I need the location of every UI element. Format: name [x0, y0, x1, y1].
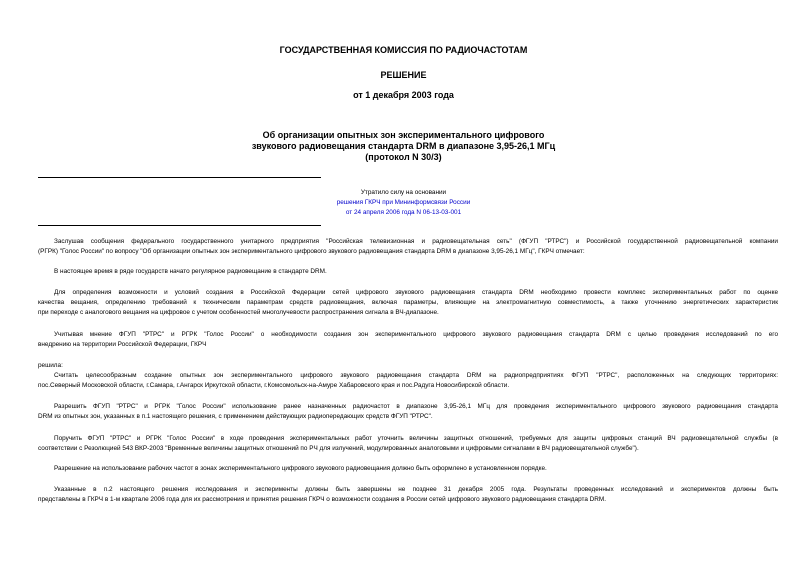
text-line: Считать целесообразным создание опытных зон экспериментального цифрового звукового радиовещания стандарта DRM на радиопредприятиях ФГУП "РТРС", расположенных на следующих территориях:	[54, 372, 778, 379]
text-line: Поручить ФГУП "РТРС" и РГРК "Голос России" в ходе проведения экспериментальных работ уточнить величины защитных отношений, требуемых для защиты цифровых станций ВЧ радиовещательной службы (в	[54, 435, 778, 442]
divider-top	[38, 177, 321, 178]
paragraph-item-3	[38, 434, 778, 454]
document-date: от 1 декабря 2003 года	[353, 90, 454, 100]
text-line: решила:	[38, 362, 63, 369]
text-line: Разрешить ФГУП "РТРС" и РГРК "Голос России" использование ранее назначенных радиочастот в диапазоне 3,95-26,1 МГц для проведения экспериментального цифрового звукового радиовещания стандарта	[54, 403, 778, 410]
paragraph-item-1	[38, 371, 778, 391]
title-line: звукового радиовещания стандарта DRM в диапазоне 3,95-26,1 МГц	[251, 141, 556, 151]
status-note	[250, 188, 557, 218]
status-note-link-date[interactable]: от 24 апреля 2006 года N 06-13-03-001	[345, 209, 462, 216]
paragraph-item-4	[38, 464, 778, 474]
paragraph-item-5	[38, 485, 778, 505]
document-type: РЕШЕНИЕ	[380, 70, 427, 80]
status-note-link[interactable]: решения ГКРЧ при Мининформсвязи России	[336, 199, 471, 206]
text-line: (РГРК) "Голос России" по вопросу "Об организации опытных зон экспериментального цифрового звукового радиовещания стандарта DRM в диапазоне 3,95-26,1 МГц", ГКРЧ отмечает:	[38, 248, 585, 255]
text-line: представлены в ГКРЧ в 1-м квартале 2006 года для их рассмотрения и принятия решения ГКРЧ о возможности создания в России сетей цифрового звукового радиовещания стандарта DRM.	[38, 496, 606, 503]
text-line: качества вещания, определению требований к техническим параметрам средств радиовещания, включая параметры, влияющие на электромагнитную совместимость, а также уточнению энергетических характеристик	[38, 299, 778, 306]
text-line: Разрешение на использование рабочих частот в зонах экспериментального цифрового звукового радиовещания должно быть оформлено в установленном порядке.	[54, 465, 547, 472]
title-line: (протокол N 30/3)	[365, 152, 442, 162]
text-line: В настоящее время в ряде государств начато регулярное радиовещание в стандарте DRM.	[54, 268, 327, 275]
text-line: Учитывая мнение ФГУП "РТРС" и РГРК "Голос России" о необходимости создания зон экспериментального цифрового звукового радиовещания стандарта DRM с целью проведения исследований по его	[54, 331, 778, 338]
text-line: Заслушав сообщения федерального государственного унитарного предприятия "Российская телевизионная и радиовещательная сеть" (ФГУП "РТРС") и Российской государственной радиовещательной компании	[54, 238, 778, 245]
paragraph-decided	[38, 361, 778, 371]
text-line: Для определения возможности и условий создания в Российской Федерации сетей цифрового звукового радиовещания стандарта DRM необходимо провести комплекс экспериментальных работ по оценке	[54, 289, 778, 296]
paragraph-preamble	[38, 237, 778, 257]
paragraph-context	[38, 267, 778, 277]
title-line: Об организации опытных зон экспериментального цифрового	[262, 130, 545, 140]
paragraph-considering	[38, 330, 778, 350]
text-line: DRM из опытных зон, указанных в п.1 настоящего решения, с применением действующих радиопередающих средств ФГУП "РТРС".	[38, 413, 433, 420]
paragraph-rationale	[38, 288, 778, 318]
status-note-text: Утратило силу на основании	[360, 189, 447, 196]
text-line: соответствии с Резолюцией 543 ВКР-2003 "Временные величины защитных отношений по РЧ для излучений, модулированных аналоговыми и цифровыми сигналами в ВЧ радиовещательной службе").	[38, 445, 639, 452]
divider-bottom	[38, 225, 321, 226]
text-line: пос.Северный Московской области, г.Самара, г.Ангарск Иркутской области, г.Комсомольск-на-Амуре Хабаровского края и пос.Радуга Новосибирской области.	[38, 382, 510, 389]
text-line: при переходе с аналогового вещания на цифровое с учетом особенностей многолучевости распространения сигнала в ВЧ-диапазоне.	[38, 309, 439, 316]
text-line: Указанные в п.2 настоящего решения исследования и эксперименты должны быть завершены не позднее 31 декабря 2005 года. Результаты проведенных исследований и экспериментов должны быть	[54, 486, 778, 493]
text-line: внедрению на территории Российской Федерации, ГКРЧ	[38, 341, 207, 348]
issuing-organization: ГОСУДАРСТВЕННАЯ КОМИССИЯ ПО РАДИОЧАСТОТАМ	[279, 45, 528, 55]
paragraph-item-2	[38, 402, 778, 422]
document-title	[0, 130, 807, 163]
